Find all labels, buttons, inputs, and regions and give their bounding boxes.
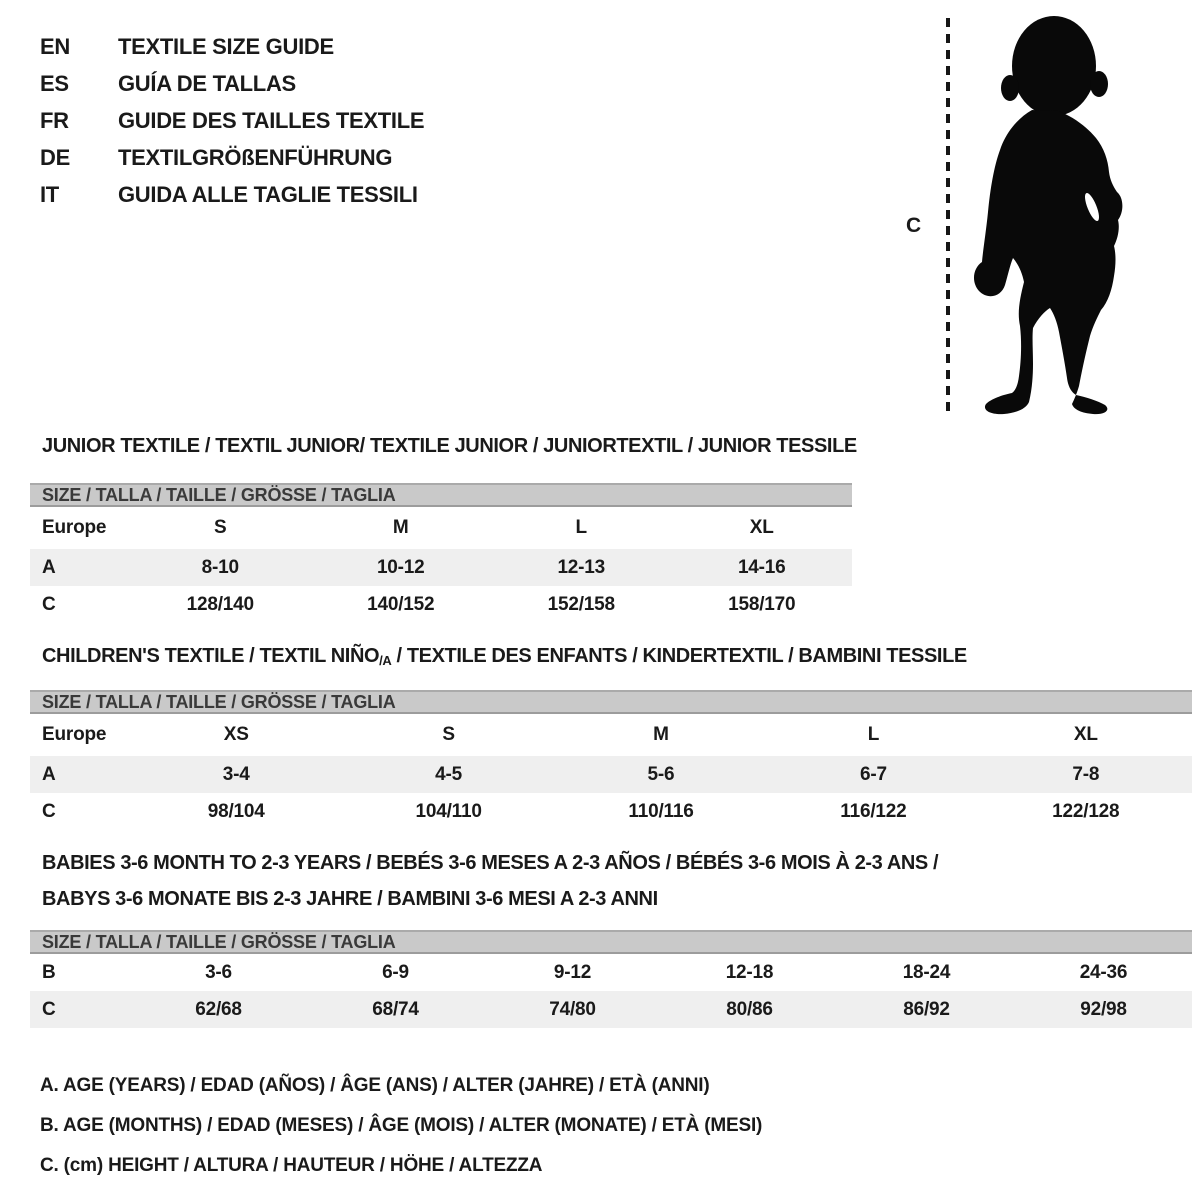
table-cell: 3-6 — [205, 961, 232, 983]
language-code: IT — [40, 182, 59, 207]
table-cell: 6-9 — [382, 961, 409, 983]
table-cell: 74/80 — [549, 998, 596, 1020]
table-cell: 98/104 — [207, 800, 265, 822]
language-row — [40, 28, 424, 65]
table-cell: 92/98 — [1080, 998, 1127, 1020]
language-row — [40, 139, 424, 176]
table-cell: 8-10 — [201, 556, 239, 578]
size-header-bar: SIZE / TALLA / TAILLE / GRÖSSE / TAGLIA — [30, 930, 1192, 954]
row-label: A — [42, 556, 56, 578]
table-cell: 122/128 — [1052, 800, 1120, 822]
table-cell: 5-6 — [647, 763, 675, 785]
language-title-list — [40, 28, 424, 213]
table-cell: 116/122 — [840, 800, 907, 822]
size-header-bar: SIZE / TALLA / TAILLE / GRÖSSE / TAGLIA — [30, 690, 1192, 714]
region-label: Europe — [42, 724, 107, 745]
table-cell: 104/110 — [415, 800, 482, 822]
size-column-header: XL — [749, 517, 774, 538]
row-label: C — [42, 593, 56, 615]
language-title: TEXTILGRÖßENFÜHRUNG — [118, 145, 393, 170]
table-row-age — [30, 549, 852, 586]
table-header-row — [30, 507, 852, 549]
table-cell: 6-7 — [859, 763, 887, 785]
row-label: A — [42, 763, 56, 785]
table-row-height — [30, 991, 1192, 1028]
language-title: GUIDE DES TAILLES TEXTILE — [118, 108, 425, 133]
height-measure-dashed-line — [946, 18, 950, 416]
table-cell: 3-4 — [222, 763, 250, 785]
language-code: FR — [40, 108, 69, 133]
children-heading-sub: /A — [379, 653, 392, 668]
language-row — [40, 102, 424, 139]
language-code: ES — [40, 71, 69, 96]
row-label: B — [42, 961, 56, 983]
table-cell: 86/92 — [903, 998, 950, 1020]
legend-line-b: B. AGE (MONTHS) / EDAD (MESES) / ÂGE (MOIS) / ALTER (MONATE) / ETÀ (MESI) — [40, 1115, 763, 1136]
language-row — [40, 176, 424, 213]
table-cell: 12-18 — [725, 961, 774, 983]
table-cell: 24-36 — [1079, 961, 1128, 983]
language-code: DE — [40, 145, 70, 170]
language-code: EN — [40, 34, 70, 59]
table-cell: 4-5 — [435, 763, 463, 785]
size-column-header: XS — [223, 724, 249, 745]
table-cell: 14-16 — [737, 556, 786, 578]
height-measure-label: C — [906, 214, 922, 237]
table-row-height — [30, 586, 852, 623]
table-cell: 110/116 — [628, 800, 694, 822]
children-heading-text: / TEXTILE DES ENFANTS / KINDERTEXTIL / BAMBINI TESSILE — [391, 645, 967, 667]
table-cell: 158/170 — [728, 593, 796, 615]
language-title: TEXTILE SIZE GUIDE — [118, 34, 334, 59]
language-title: GUIDA ALLE TAGLIE TESSILI — [118, 182, 418, 207]
row-label: C — [42, 800, 56, 822]
size-column-header: M — [653, 724, 669, 745]
size-column-header: XL — [1073, 724, 1098, 745]
table-cell: 7-8 — [1072, 763, 1100, 785]
measure-legend — [40, 1066, 762, 1186]
table-row-height — [30, 793, 1192, 830]
junior-size-table — [30, 483, 852, 623]
table-cell: 18-24 — [902, 961, 951, 983]
legend-line-c: C. (cm) HEIGHT / ALTURA / HAUTEUR / HÖHE / ALTEZZA — [40, 1155, 543, 1176]
table-row-age-months — [30, 954, 1192, 991]
table-cell: 62/68 — [195, 998, 242, 1020]
table-cell: 12-13 — [557, 556, 606, 578]
table-cell: 10-12 — [376, 556, 425, 578]
table-row-age — [30, 756, 1192, 793]
children-section-heading — [42, 646, 967, 671]
toddler-silhouette-icon — [966, 14, 1140, 418]
table-cell: 80/86 — [726, 998, 773, 1020]
babies-heading-line2: BABYS 3-6 MONATE BIS 2-3 JAHRE / BAMBINI 3-6 MESI A 2-3 ANNI — [42, 888, 658, 910]
size-column-header: L — [867, 724, 880, 745]
table-cell: 9-12 — [553, 961, 592, 983]
size-header-bar: SIZE / TALLA / TAILLE / GRÖSSE / TAGLIA — [30, 483, 852, 507]
table-header-row — [30, 714, 1192, 756]
junior-section-heading: JUNIOR TEXTILE / TEXTIL JUNIOR/ TEXTILE JUNIOR / JUNIORTEXTIL / JUNIOR TESSILE — [42, 435, 857, 457]
table-cell: 128/140 — [186, 593, 254, 615]
size-column-header: L — [575, 517, 587, 538]
table-cell: 68/74 — [372, 998, 419, 1020]
children-size-table — [30, 690, 1192, 830]
language-row — [40, 65, 424, 102]
babies-heading-line1: BABIES 3-6 MONTH TO 2-3 YEARS / BEBÉS 3-6 MESES A 2-3 AÑOS / BÉBÉS 3-6 MOIS À 2-3 ANS / — [42, 852, 939, 874]
size-column-header: S — [214, 517, 227, 538]
table-cell: 152/158 — [547, 593, 615, 615]
legend-line-a: A. AGE (YEARS) / EDAD (AÑOS) / ÂGE (ANS) / ALTER (JAHRE) / ETÀ (ANNI) — [40, 1075, 710, 1096]
size-column-header: S — [442, 724, 455, 745]
babies-size-table — [30, 930, 1192, 1028]
region-label: Europe — [42, 517, 107, 538]
babies-section-heading — [42, 845, 938, 917]
row-label: C — [42, 998, 56, 1020]
children-heading-text: CHILDREN'S TEXTILE / TEXTIL NIÑO — [42, 645, 380, 667]
table-cell: 140/152 — [367, 593, 435, 615]
size-column-header: M — [392, 517, 409, 538]
language-title: GUÍA DE TALLAS — [118, 71, 296, 96]
